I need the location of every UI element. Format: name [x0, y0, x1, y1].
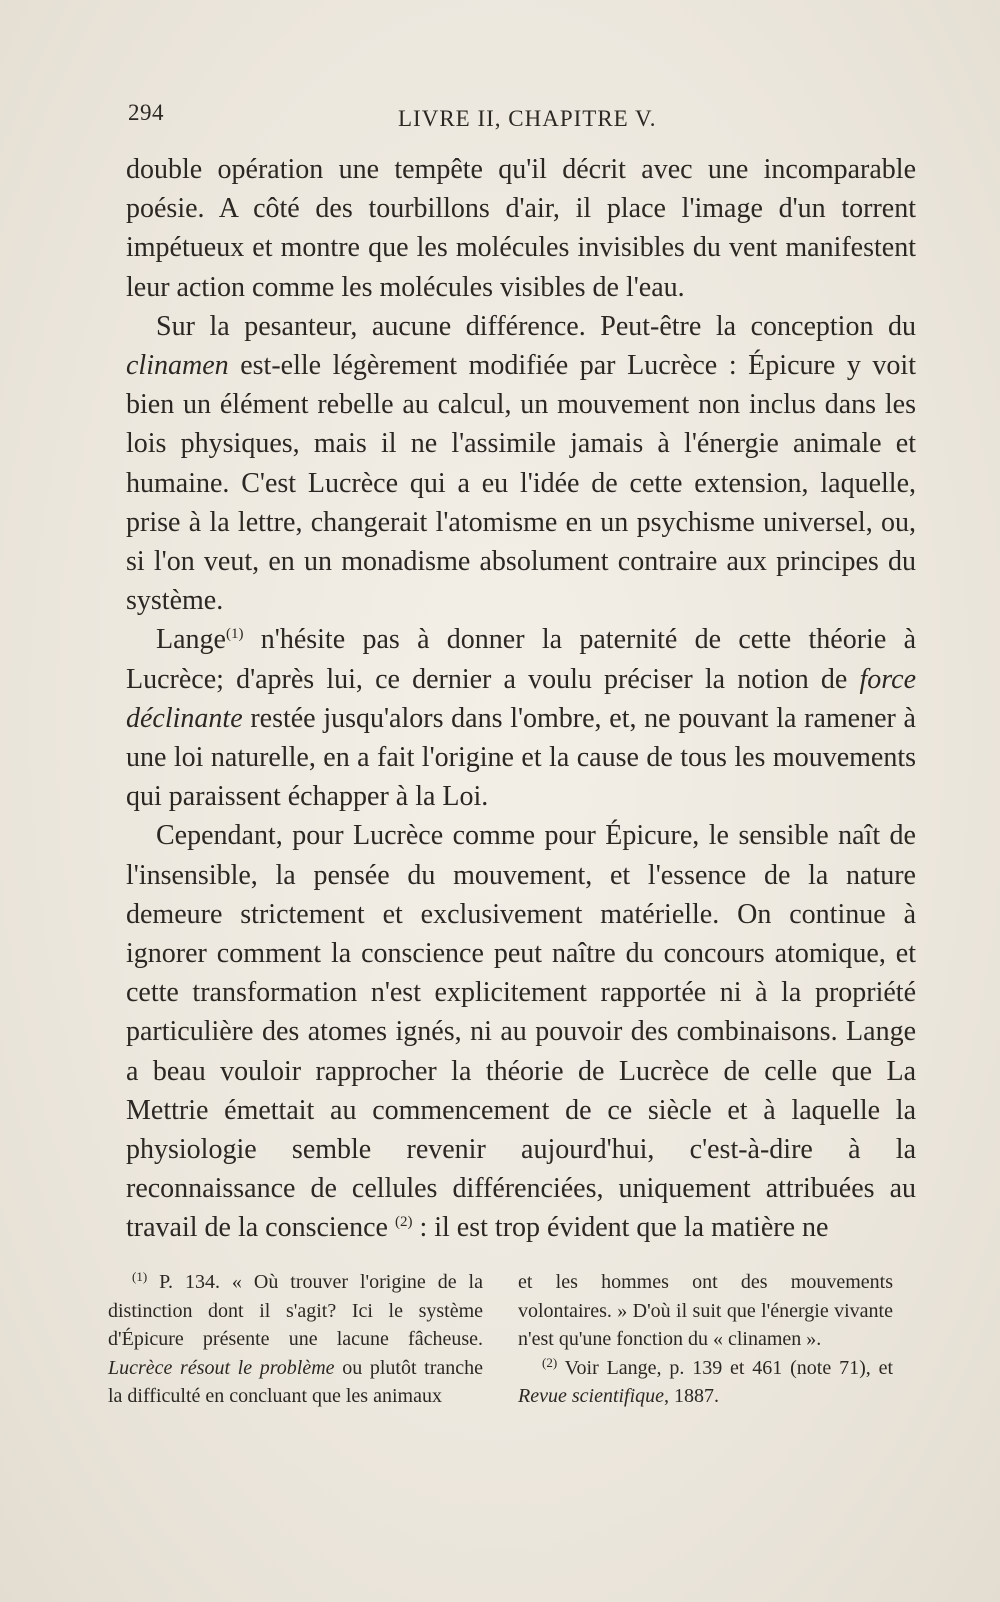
body-text [126, 150, 916, 1248]
paragraph-3-text-b: n'hésite pas à donner la paternité de cette théorie à Lucrèce; d'après lui, ce dernier a voulu préciser la notion de [126, 624, 916, 695]
footnotes-right-column [518, 1268, 893, 1411]
footnote-2-italic: Revue scientifique [518, 1385, 665, 1407]
paragraph-3-italic: force déclinante [126, 663, 916, 734]
paragraph-3-text-c: restée jusqu'alors dans l'ombre, et, ne pouvant la ramener à une loi naturelle, en a fait l'origine et la cause de tous les mouvements qui paraissent échapper à la Loi. [126, 702, 916, 813]
footnote-2-mark: (2) [542, 1354, 558, 1370]
footnote-2-text-a: Voir Lange, p. 139 et 461 (note 71), et [557, 1356, 893, 1379]
footnote-1-continuation [518, 1268, 893, 1354]
footnote-ref-1: (1) [225, 626, 244, 643]
footnote-2 [518, 1354, 893, 1411]
footnote-2-text-b: , 1887. [664, 1385, 720, 1407]
footnote-1-text-a: P. 134. « Où trouver l'origine de la distinction dont il s'agit? Ici le système d'Épicure présente une lacune fâcheuse. [108, 1271, 483, 1350]
paragraph-1 [126, 150, 916, 307]
paragraph-4 [126, 816, 916, 1247]
paragraph-1-text: double opération une tempête qu'il décrit avec une incomparable poésie. A côté des tourbillons d'air, il place l'image d'un torrent impétueux et montre que les molécules invisibles du vent manifestent leur action comme les molécules visibles de l'eau. [126, 154, 916, 303]
footnote-1 [108, 1268, 483, 1411]
paragraph-2-text-a: Sur la pesanteur, aucune différence. Peut-être la conception du [156, 310, 916, 342]
page-header [128, 100, 888, 140]
footnote-1-text-b: ou plutôt tranche la difficulté en concluant que les animaux [108, 1356, 483, 1407]
paragraph-4-text-a: Cependant, pour Lucrèce comme pour Épicure, le sensible naît de l'insensible, la pensée du mouvement, et l'essence de la nature demeure strictement et exclusivement matérielle. On continue à ignorer comment la conscience peut naître du concours atomique, et cette transformation n'est explicitement rapportée ni à la propriété particulière des atomes ignés, ni au pouvoir des combinaisons. Lange a beau vouloir rapprocher la théorie de Lucrèce de celle que La Mettrie émettait au commencement de ce siècle et à laquelle la physiologie semble revenir aujourd'hui, c'est-à-dire à la reconnaissance de cellules différenciées, uniquement attribuées au travail de la conscience [126, 820, 916, 1244]
running-head: LIVRE II, CHAPITRE V. [398, 106, 657, 131]
footnote-ref-2: (2) [394, 1214, 413, 1231]
paragraph-3-text-a: Lange [156, 624, 226, 656]
footnote-1-mark: (1) [132, 1269, 148, 1284]
footnotes-left-column [108, 1268, 483, 1411]
paragraph-2 [126, 307, 916, 621]
page-number: 294 [128, 100, 164, 125]
paragraph-2-text-b: est-elle légèrement modifiée par Lucrèce : Épicure y voit bien un élément rebelle au calcul, un mouvement non inclus dans les lois physiques, mais il ne l'assimile jamais à l'énergie animale et humaine. C'est Lucrèce qui a eu l'idée de cette extension, laquelle, prise à la lettre, changerait l'atomisme en un psychisme universel, ou, si l'on veut, en un monadisme absolument contraire aux principes du système. [126, 350, 916, 617]
footnote-1-italic: Lucrèce résout le problème [108, 1356, 335, 1379]
paragraph-4-text-b: : il est trop évident que la matière ne [412, 1212, 829, 1244]
paragraph-3 [126, 620, 916, 816]
paragraph-2-italic: clinamen [126, 350, 229, 382]
footnote-1-continuation-text: et les hommes ont des mouvements volontaires. » D'où il suit que l'énergie vivante n'est qu'une fonction du « clinamen ». [518, 1271, 893, 1350]
